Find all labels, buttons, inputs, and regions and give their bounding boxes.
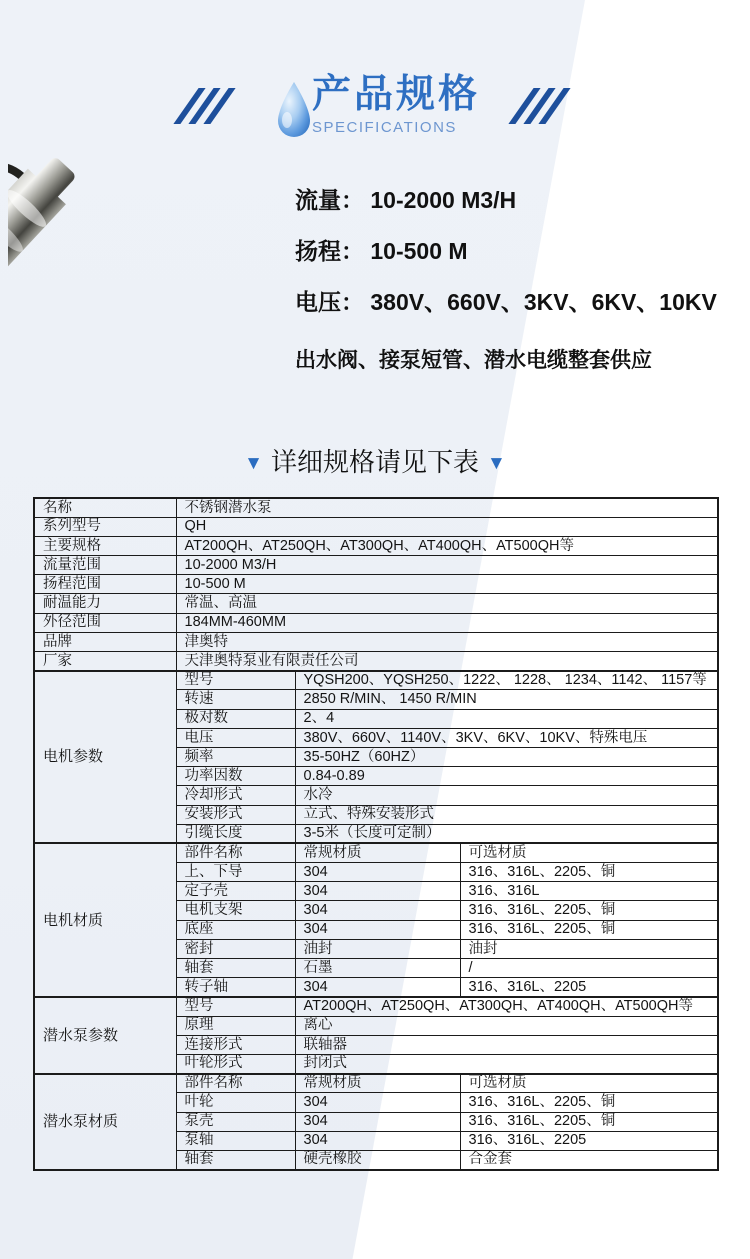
table-cell: 电机支架 <box>176 901 295 920</box>
table-cell: 系列型号 <box>34 517 176 536</box>
spec-line-voltage <box>295 284 735 317</box>
spec-value: 380V、660V、3KV、6KV、10KV <box>370 289 717 315</box>
table-cell: 耐温能力 <box>34 594 176 613</box>
table-cell: 合金套 <box>460 1150 718 1169</box>
table-row <box>34 997 718 1016</box>
table-cell: 厂家 <box>34 652 176 671</box>
water-drop-icon <box>274 80 314 142</box>
table-cell: 304 <box>295 1093 460 1112</box>
page-title: 产品规格 <box>312 73 481 116</box>
table-cell: 津奥特 <box>176 632 718 651</box>
table-cell: 316、316L、2205 <box>460 978 718 997</box>
table-cell: 型号 <box>176 671 295 690</box>
table-cell: 316、316L、2205、铜 <box>460 863 718 882</box>
table-cell: 立式、特殊安装形式 <box>295 805 718 824</box>
table-cell: 304 <box>295 1131 460 1150</box>
table-cell: 2850 R/MIN、 1450 R/MIN <box>295 690 718 709</box>
table-cell: 频率 <box>176 747 295 766</box>
table-cell: 35-50HZ（60HZ） <box>295 747 718 766</box>
table-cell: QH <box>176 517 718 536</box>
table-cell: 可选材质 <box>460 1074 718 1093</box>
table-cell: 304 <box>295 1112 460 1131</box>
page-header <box>0 72 750 152</box>
table-row <box>34 498 718 517</box>
table-row <box>34 613 718 632</box>
triangle-down-icon: ▼ <box>487 453 506 474</box>
table-cell: YQSH200、YQSH250、1222、 1228、 1234、1142、 1157等 <box>295 671 718 690</box>
table-cell: 316、316L、2205 <box>460 1131 718 1150</box>
table-caption-text: 详细规格请见下表 <box>270 447 479 477</box>
spec-line-head <box>295 233 735 266</box>
table-cell: 0.84-0.89 <box>295 767 718 786</box>
table-cell: 密封 <box>176 939 295 958</box>
table-row <box>34 652 718 671</box>
table-cell: 上、下导 <box>176 863 295 882</box>
supply-note: 出水阀、接泵短管、潜水电缆整套供应 <box>295 349 652 372</box>
table-cell: 可选材质 <box>460 843 718 862</box>
spec-label: 流量： <box>295 187 364 213</box>
table-cell: 常规材质 <box>295 1074 460 1093</box>
table-caption <box>0 442 750 479</box>
table-cell: 水冷 <box>295 786 718 805</box>
table-cell: 叶轮形式 <box>176 1054 295 1073</box>
pump-photo <box>8 158 338 463</box>
table-cell: 冷却形式 <box>176 786 295 805</box>
table-cell: / <box>460 959 718 978</box>
decorative-slashes-right <box>521 88 566 124</box>
table-cell: 转子轴 <box>176 978 295 997</box>
table-row <box>34 843 718 862</box>
table-cell: 轴套 <box>176 1150 295 1169</box>
table-cell: 叶轮 <box>176 1093 295 1112</box>
table-cell: 石墨 <box>295 959 460 978</box>
table-cell: 316、316L、2205、铜 <box>460 1112 718 1131</box>
table-cell: 316、316L、2205、铜 <box>460 901 718 920</box>
table-cell: 电压 <box>176 728 295 747</box>
table-cell: 硬壳橡胶 <box>295 1150 460 1169</box>
table-cell: AT200QH、AT250QH、AT300QH、AT400QH、AT500QH等 <box>176 536 718 555</box>
table-cell: 油封 <box>460 939 718 958</box>
table-cell: 316、316L、2205、铜 <box>460 1093 718 1112</box>
table-cell: 扬程范围 <box>34 575 176 594</box>
page-subtitle: SPECIFICATIONS <box>312 119 457 136</box>
triangle-down-icon: ▼ <box>244 453 263 474</box>
table-cell: 304 <box>295 863 460 882</box>
table-cell: 316、316L <box>460 882 718 901</box>
table-cell: 品牌 <box>34 632 176 651</box>
decorative-slashes-left <box>186 88 231 124</box>
table-cell: 底座 <box>176 920 295 939</box>
spec-table-body <box>34 498 718 1170</box>
table-cell: 3-5米（长度可定制） <box>295 824 718 843</box>
table-cell: 2、4 <box>295 709 718 728</box>
table-cell: 不锈钢潜水泵 <box>176 498 718 517</box>
table-group-cell: 电机材质 <box>34 843 176 997</box>
table-cell: 名称 <box>34 498 176 517</box>
table-cell: 离心 <box>295 1016 718 1035</box>
table-cell: 封闭式 <box>295 1054 718 1073</box>
spec-label: 扬程： <box>295 238 364 264</box>
table-cell: 316、316L、2205、铜 <box>460 920 718 939</box>
title-block <box>312 72 480 136</box>
table-cell: 型号 <box>176 997 295 1016</box>
spec-table-container <box>33 497 719 1171</box>
table-cell: 10-500 M <box>176 575 718 594</box>
table-row <box>34 671 718 690</box>
table-cell: 泵轴 <box>176 1131 295 1150</box>
table-cell: 引缆长度 <box>176 824 295 843</box>
table-cell: 定子壳 <box>176 882 295 901</box>
table-cell: 极对数 <box>176 709 295 728</box>
spec-label: 电压： <box>295 289 364 315</box>
table-cell: 流量范围 <box>34 556 176 575</box>
table-cell: 常温、高温 <box>176 594 718 613</box>
table-cell: 184MM-460MM <box>176 613 718 632</box>
key-specs <box>295 182 735 335</box>
table-group-cell: 潜水泵材质 <box>34 1074 176 1170</box>
table-row <box>34 536 718 555</box>
table-cell: AT200QH、AT250QH、AT300QH、AT400QH、AT500QH等 <box>295 997 718 1016</box>
spec-line-flow <box>295 182 735 215</box>
table-row <box>34 632 718 651</box>
table-cell: 泵壳 <box>176 1112 295 1131</box>
table-cell: 轴套 <box>176 959 295 978</box>
table-cell: 380V、660V、1140V、3KV、6KV、10KV、特殊电压 <box>295 728 718 747</box>
table-cell: 304 <box>295 978 460 997</box>
table-cell: 连接形式 <box>176 1035 295 1054</box>
table-row <box>34 594 718 613</box>
table-cell: 外径范围 <box>34 613 176 632</box>
spec-value: 10-2000 M3/H <box>370 187 517 213</box>
spec-table <box>33 497 719 1171</box>
table-cell: 天津奥特泵业有限责任公司 <box>176 652 718 671</box>
table-row <box>34 517 718 536</box>
table-cell: 10-2000 M3/H <box>176 556 718 575</box>
table-cell: 转速 <box>176 690 295 709</box>
table-row <box>34 575 718 594</box>
table-cell: 304 <box>295 882 460 901</box>
table-cell: 部件名称 <box>176 1074 295 1093</box>
table-row <box>34 556 718 575</box>
table-row <box>34 1074 718 1093</box>
table-cell: 304 <box>295 901 460 920</box>
table-cell: 功率因数 <box>176 767 295 786</box>
table-cell: 原理 <box>176 1016 295 1035</box>
table-cell: 常规材质 <box>295 843 460 862</box>
table-cell: 304 <box>295 920 460 939</box>
table-cell: 主要规格 <box>34 536 176 555</box>
table-cell: 油封 <box>295 939 460 958</box>
spec-value: 10-500 M <box>370 238 468 264</box>
table-cell: 安装形式 <box>176 805 295 824</box>
table-group-cell: 潜水泵参数 <box>34 997 176 1074</box>
table-group-cell: 电机参数 <box>34 671 176 844</box>
table-cell: 联轴器 <box>295 1035 718 1054</box>
table-cell: 部件名称 <box>176 843 295 862</box>
